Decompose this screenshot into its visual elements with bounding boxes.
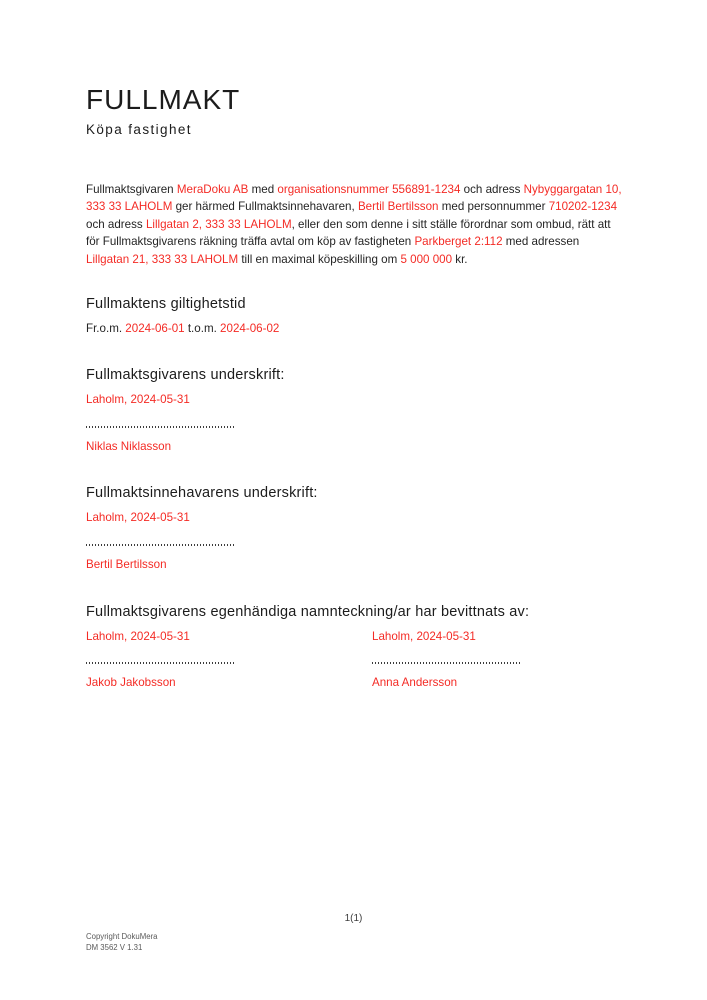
principal-signature-heading: Fullmaktsgivarens underskrift: — [86, 367, 285, 384]
intro-paragraph — [86, 181, 624, 268]
witnesses-heading: Fullmaktsgivarens egenhändiga namnteckning/ar har bevittnats av: — [86, 604, 530, 621]
witness-left-name: Jakob Jakobsson — [86, 676, 176, 690]
highlighted-field-value: 2024-06-02 — [220, 322, 280, 336]
highlighted-field-value: Parkberget 2:112 — [414, 235, 503, 249]
witnesses-section — [86, 603, 624, 692]
witness-right-signature-line — [372, 662, 520, 664]
holder-signature-section — [86, 484, 624, 573]
holder-signature-line — [86, 544, 234, 546]
principal-place-date: Laholm, 2024-05-31 — [86, 393, 190, 407]
body-text-segment: kr. — [452, 252, 468, 266]
holder-signatory-name: Bertil Bertilsson — [86, 557, 167, 571]
body-text-segment: och adress — [460, 183, 524, 196]
highlighted-field-value: Nybyggargatan 10, 333 33 LAHOLM — [86, 183, 622, 214]
footer-copyright — [86, 932, 158, 953]
witness-block-left — [86, 621, 372, 692]
body-text-segment: , eller den som denne i sitt ställe förordnar som ombud, rätt att för Fullmaktsgivarens räkning träffa avtal om köp av fastigheten — [86, 217, 611, 249]
document-subtitle: Köpa fastighet — [86, 122, 192, 137]
body-text-segment: till en maximal köpeskilling om — [238, 252, 401, 266]
body-text-segment: med personnummer — [438, 200, 549, 214]
witness-left-signature-line — [86, 662, 234, 664]
validity-period — [86, 320, 624, 337]
body-text-segment: och adress — [86, 217, 146, 231]
highlighted-field-value: Lillgatan 2, 333 33 LAHOLM — [145, 217, 292, 231]
body-text-segment: med adressen — [502, 235, 580, 249]
highlighted-field-value: 2024-06-01 — [125, 322, 185, 336]
principal-signature-line — [86, 426, 234, 428]
body-text-segment: Fr.o.m. — [86, 322, 126, 336]
witness-block-right — [372, 621, 658, 692]
footer-copyright-line1: Copyright DokuMera — [86, 932, 158, 941]
principal-signature-section — [86, 366, 624, 455]
body-text-segment: ger härmed Fullmaktsinnehavaren, — [172, 200, 358, 214]
highlighted-field-value: MeraDoku AB — [176, 183, 249, 196]
highlighted-field-value: Bertil Bertilsson — [357, 200, 439, 214]
witness-right-name: Anna Andersson — [372, 676, 458, 690]
holder-signature-heading: Fullmaktsinnehavarens underskrift: — [86, 485, 318, 502]
document-title: FULLMAKT — [86, 84, 241, 115]
body-text-segment: Fullmaktsgivaren — [86, 183, 177, 196]
body-text-segment: t.o.m. — [184, 322, 221, 336]
holder-place-date: Laholm, 2024-05-31 — [86, 511, 190, 525]
highlighted-field-value: 5 000 000 — [400, 252, 453, 266]
footer-copyright-line2: DM 3562 V 1.31 — [86, 942, 143, 952]
highlighted-field-value: 710202-1234 — [548, 200, 618, 214]
document-content — [86, 0, 624, 692]
body-text-segment: med — [248, 183, 278, 196]
witness-right-place-date: Laholm, 2024-05-31 — [372, 630, 476, 644]
footer-page-number: 1(1) — [344, 913, 363, 924]
highlighted-field-value: Lillgatan 21, 333 33 LAHOLM — [86, 252, 239, 266]
witness-row — [86, 621, 624, 692]
witness-left-place-date: Laholm, 2024-05-31 — [86, 630, 190, 644]
principal-signatory-name: Niklas Niklasson — [86, 439, 172, 453]
validity-heading: Fullmaktens giltighetstid — [86, 296, 246, 313]
highlighted-field-value: organisationsnummer 556891-1234 — [277, 183, 461, 196]
validity-section — [86, 295, 624, 337]
